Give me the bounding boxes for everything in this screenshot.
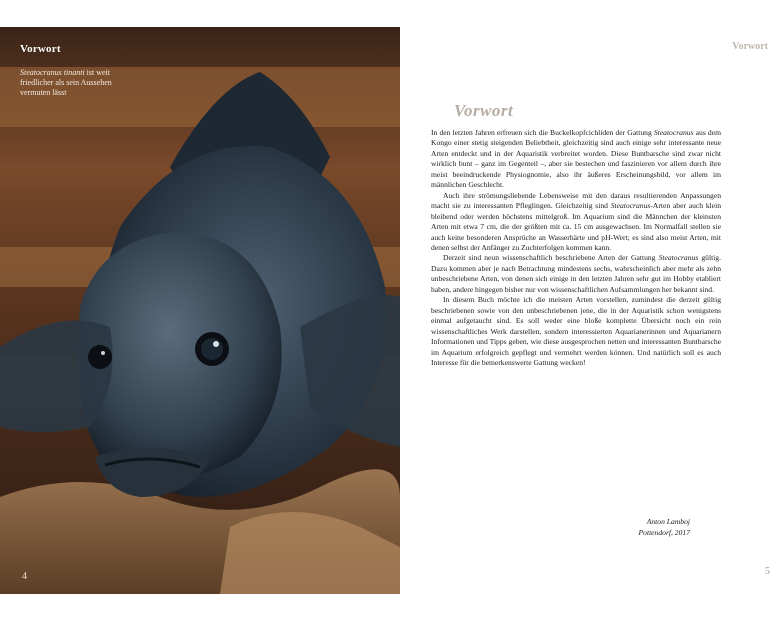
chapter-title: Vorwort — [454, 101, 514, 120]
italic-run: Steatocranus — [610, 201, 651, 211]
text-run: Auch ihre strömungsliebende Lebensweise mit den daraus resultierenden Anpassungen macht sie zu interessanten Pfleglingen. Gleichzeitig sind — [431, 190, 721, 211]
signature — [639, 517, 690, 538]
left-running-head: Vorwort — [20, 43, 61, 55]
page-number-right: 5 — [765, 566, 770, 577]
text-run: aus dem Kongo einer stetig steigenden Beliebtheit, gleichzeitig sind auch einige sehr interessante neue Arten entdeckt und in der Aquaristik verbreitet worden. Diese Buntbarsche sind zwar nicht wirklich bunt – ganz im Gegenteil –, aber sie bestechen und faszinieren vor allem durch ihre meist beeindruckende Physiognomie, also ihr äußeres Erscheinungsbild, vor allem im männlichen Geschlecht. — [431, 128, 721, 190]
left-page — [0, 27, 400, 594]
italic-run: Steatocranus — [658, 253, 699, 263]
fish-photo — [0, 27, 400, 594]
caption-text: ist weit friedlicher als sein Aussehen vermuten lässt — [20, 68, 112, 97]
paragraph — [431, 191, 721, 254]
signature-place: Pottendorf, 2017 — [638, 527, 690, 537]
text-run: In diesem Buch möchte ich die meisten Arten vorstellen, zumindest die derzeit gültig beschriebenen sowie von den unbeschriebenen jene, die in der Aquaristik schon wenigstens einmal aufgetaucht sind. Es soll weder eine bloße komplette Übersicht noch ein rein wissenschaftliches Werk darstellen, sondern interessierten Aquarianerinnen und Aquarianern Informationen und Tipps geben, wie diese ausgesprochen netten und interessanten Buntbarsche im Aquarium erfolgreich gepflegt und vermehrt werden können. Und natürlich soll es auch Interesse für die bemerkenswerte Gattung wecken! — [431, 295, 721, 367]
paragraph — [431, 253, 721, 295]
paragraph — [431, 128, 721, 191]
text-run: -Arten aber auch klein bleibend oder werden höchstens mittelgroß. Im Aquarium sind die Männchen der kleinsten Arten mit etwa 7 cm, die der größten mit ca. 15 cm ausgewachsen. Im Normalfall stellen sie auch keine besonderen Ansprüche an Wasserhärte und pH-Wert; es sind also meist Arten, mit denen selbst der Anfänger zu Zuchterfolgen kommen kann. — [431, 201, 721, 252]
signature-name: Anton Lamboj — [646, 517, 690, 526]
right-page — [400, 27, 776, 594]
photo-caption — [20, 68, 128, 98]
page-number-left: 4 — [22, 571, 27, 582]
right-running-head: Vorwort — [732, 41, 768, 52]
text-run: Derzeit sind neun wissenschaftlich beschriebene Arten der Gattung — [443, 253, 659, 263]
paragraph — [431, 295, 721, 368]
italic-run: Steatocranus — [653, 128, 694, 137]
caption-species-name: Steatocranus tinanti — [20, 68, 85, 77]
body-text — [431, 128, 721, 368]
text-run: In den letzten Jahren erfreuen sich die Buckelkopfcichliden der Gattung — [431, 128, 654, 137]
text-run: gültig. Dazu kommen aber je nach Betrachtung mindestens sechs, wahrscheinlich aber mehr als zehn unbeschriebene Arten, von denen sich einige in den letzten Jahren sehr gut im Hobby etabliert haben, andere hingegen bisher nur von wissenschaftlichen Aufsammlungen her bekannt sind. — [431, 253, 721, 294]
